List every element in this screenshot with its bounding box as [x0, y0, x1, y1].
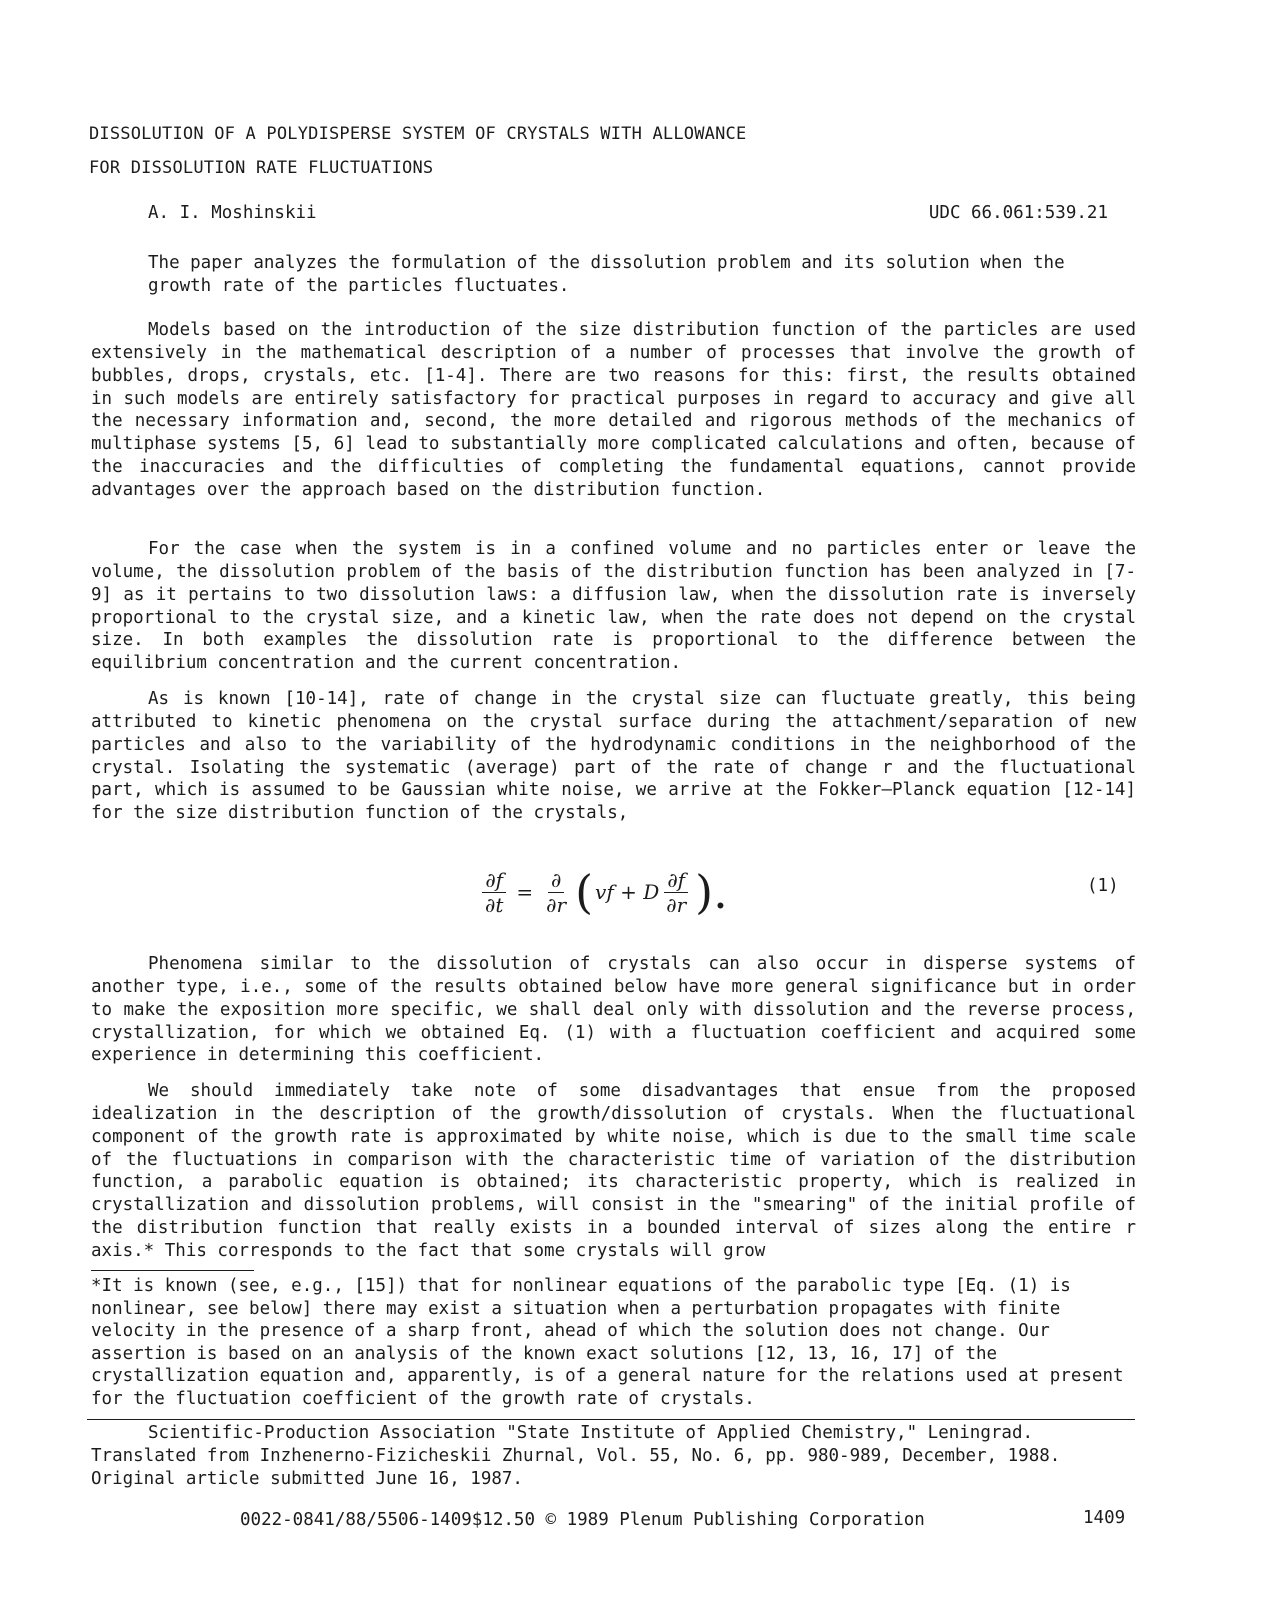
- paragraph-1-text: Models based on the introduction of the size distribution function of the particles are used extensively in the mathematical description of a number of processes that involve the growth of bubbles, drops, crystals, etc. [1-4]. There are two reasons for this: first, the results obtained in such models are entirely satisfactory for practical purposes in regard to accuracy and give all the necessary information and, second, the more detailed and rigorous methods of the mechanics of multiphase systems [5, 6] lead to substantially more complicated calculations and often, because of the inaccuracies and the difficulties of completing the fundamental equations, cannot provide advantages over the approach based on the distribution function.: [91, 320, 1136, 500]
- paragraph-4: [91, 953, 1136, 1067]
- frac-denominator: ∂r: [666, 892, 687, 917]
- frac-df-dt: [482, 868, 506, 917]
- paragraph-1: [91, 319, 1136, 502]
- copyright-line: 0022-0841/88/5506-1409$12.50 © 1989 Plenum Publishing Corporation: [240, 1510, 925, 1530]
- udc-code: UDC 66.061:539.21: [928, 203, 1108, 223]
- equation-number: (1): [1087, 876, 1119, 896]
- paragraph-5-text: We should immediately take note of some disadvantages that ensue from the proposed idealization in the description of the growth/dissolution of crystals. When the fluctuational component of the growth rate is approximated by white noise, which is due to the small time scale of the fluctuations in comparison with the characteristic time of variation of the distribution function, a parabolic equation is obtained; its characteristic property, which is realized in crystallization and dissolution problems, will consist in the "smearing" of the initial profile of the distribution function that really exists in a bounded interval of sizes along the entire r axis.* This corresponds to the fact that some crystals will grow: [91, 1081, 1136, 1261]
- frac-numerator: ∂f: [664, 868, 688, 893]
- equals-sign: =: [516, 880, 534, 904]
- frac-d-dr: [543, 868, 569, 917]
- eq-term-vf-plus-d: vf + D: [595, 880, 660, 904]
- paragraph-2-text: For the case when the system is in a confined volume and no particles enter or leave the volume, the dissolution problem of the basis of the distribution function has been analyzed in [7-9] as it pertains to two dissolution laws: a diffusion law, when the dissolution rate is inversely proportional to the crystal size, and a kinetic law, when the rate does not depend on the crystal size. In both examples the dissolution rate is proportional to the difference between the equilibrium concentration and the current concentration.: [91, 539, 1136, 674]
- paragraph-2: [91, 538, 1136, 675]
- frac-df-dr: [663, 868, 689, 917]
- paragraph-3: [91, 688, 1136, 825]
- equation-1: [478, 862, 730, 922]
- frac-denominator: ∂t: [485, 892, 504, 917]
- footnote: *It is known (see, e.g., [15]) that for nonlinear equations of the parabolic type [Eq. (1) is nonlinear, see below] there may exist a situation when a perturbation propagates with finite velocity in the presence of a sharp front, ahead of which the solution does not change. Our assertion is based on an analysis of the known exact solutions [12, 13, 16, 17] of the crystallization equation and, apparently, is of a general nature for the relations used at present for the fluctuation coefficient of the growth rate of crystals.: [91, 1276, 1124, 1409]
- author-name: A. I. Moshinskii: [148, 203, 317, 223]
- title-line-2: FOR DISSOLUTION RATE FLUCTUATIONS: [89, 158, 434, 178]
- paragraph-4-text: Phenomena similar to the dissolution of crystals can also occur in disperse systems of another type, i.e., some of the results obtained below have more general significance but in order to make the exposition more specific, we shall deal only with dissolution and the reverse process, crystallization, for which we obtained Eq. (1) with a fluctuation coefficient and acquired some experience in determining this coefficient.: [91, 954, 1136, 1066]
- abstract: The paper analyzes the formulation of the dissolution problem and its solution when the growth rate of the particles fluctuates.: [148, 253, 1065, 296]
- affiliation-divider: [87, 1419, 1135, 1420]
- right-paren: ).: [695, 865, 728, 919]
- title-line-1: DISSOLUTION OF A POLYDISPERSE SYSTEM OF CRYSTALS WITH ALLOWANCE: [89, 124, 747, 144]
- frac-numerator: ∂f: [482, 868, 506, 893]
- affiliation-text: Scientific-Production Association "State Institute of Applied Chemistry," Leningrad. Translated from Inzhenerno-Fizicheskii Zhurnal, Vol. 55, No. 6, pp. 980-989, December, 1988. Original article submitted June 16, 1987.: [91, 1423, 1061, 1489]
- footnote-divider: [91, 1270, 254, 1271]
- paragraph-3-text: As is known [10-14], rate of change in the crystal size can fluctuate greatly, this being attributed to kinetic phenomena on the crystal surface during the attachment/separation of new particles and also to the variability of the hydrodynamic conditions in the neighborhood of the crystal. Isolating the systematic (average) part of the rate of change r and the fluctuational part, which is assumed to be Gaussian white noise, we arrive at the Fokker–Planck equation [12-14] for the size distribution function of the crystals,: [91, 689, 1136, 824]
- page-number: 1409: [1083, 1508, 1126, 1528]
- frac-numerator: ∂: [548, 868, 564, 893]
- left-paren: (: [575, 865, 594, 919]
- affiliation-block: [91, 1422, 1141, 1490]
- frac-denominator: ∂r: [546, 892, 567, 917]
- paragraph-5: [91, 1080, 1136, 1263]
